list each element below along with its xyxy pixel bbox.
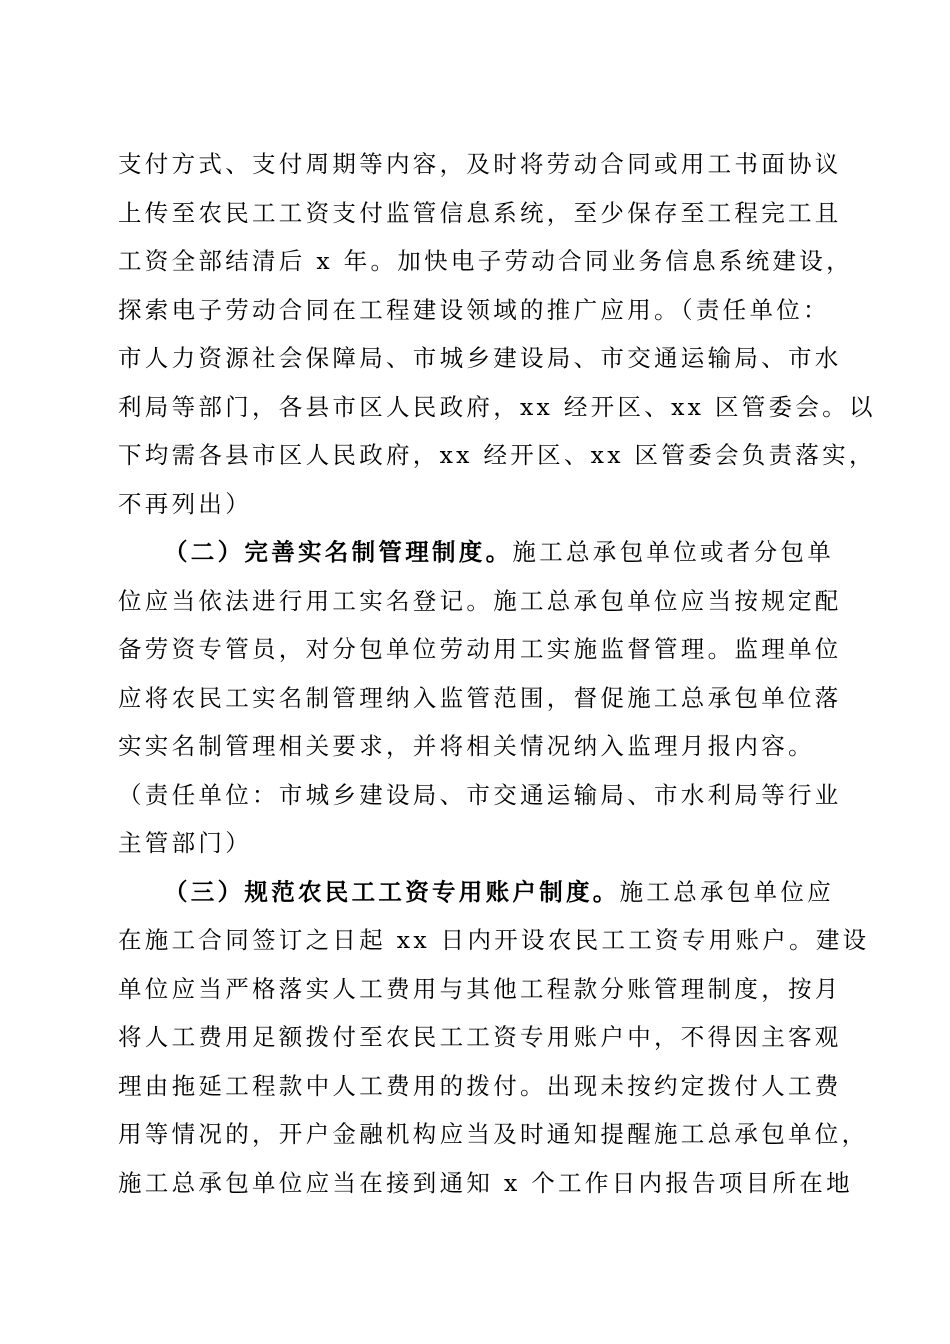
text-line: 上传至农民工工资支付监管信息系统，至少保存至工程完工且: [118, 198, 842, 227]
text-line: 主管部门）: [118, 829, 252, 857]
section-heading: （二）完善实名制管理制度。: [164, 538, 513, 566]
paragraph-real-name-system: [118, 528, 842, 868]
paragraph-wage-account: [118, 868, 870, 1208]
document-body: [118, 140, 876, 1207]
text-line: 探索电子劳动合同在工程建设领域的推广应用。（责任单位：: [118, 295, 830, 324]
text-line: （责任单位：市城乡建设局、市交通运输局、市水利局等行业: [118, 780, 842, 809]
text-line: 单位应当严格落实人工费用与其他工程款分账管理制度，按月: [118, 974, 842, 1003]
section-heading: （三）规范农民工工资专用账户制度。: [164, 877, 620, 906]
text-line: 在施工合同签订之日起 xx 日内开设农民工工资专用账户。建设: [118, 926, 870, 954]
text-line: 施工总承包单位应当在接到通知 x 个工作日内报告项目所在地: [118, 1168, 853, 1197]
text-line: 位应当依法进行用工实名登记。施工总承包单位应当按规定配: [118, 586, 842, 615]
text-line: 市人力资源社会保障局、市城乡建设局、市交通运输局、市水: [118, 344, 842, 372]
text-segment: 施工总承包单位或者分包单: [512, 538, 835, 566]
text-line: [118, 868, 835, 917]
text-line: 理由拖延工程款中人工费用的拨付。出现未按约定拨付人工费: [118, 1071, 842, 1100]
text-segment: 施工总承包单位应: [619, 877, 835, 906]
text-line: [118, 528, 835, 577]
text-line: 下均需各县市区人民政府，xx 经开区、xx 区管委会负责落实，: [118, 441, 876, 469]
text-line: 将人工费用足额拨付至农民工工资专用账户中，不得因主客观: [118, 1023, 842, 1051]
paragraph-contract-upload: [118, 140, 876, 528]
text-line: 用等情况的，开户金融机构应当及时通知提醒施工总承包单位，: [118, 1120, 869, 1148]
text-line: 备劳资专管员，对分包单位劳动用工实施监督管理。监理单位: [118, 635, 842, 663]
text-line: 应将农民工实名制管理纳入监管范围，督促施工总承包单位落: [118, 683, 842, 712]
text-line: 实实名制管理相关要求，并将相关情况纳入监理月报内容。: [118, 732, 815, 760]
text-line: 工资全部结清后 x 年。加快电子劳动合同业务信息系统建设，: [118, 247, 853, 275]
text-line: 不再列出）: [118, 489, 252, 518]
text-line: 支付方式、支付周期等内容，及时将劳动合同或用工书面协议: [118, 150, 842, 178]
text-line: 利局等部门，各县市区人民政府，xx 经开区、xx 区管委会。以: [118, 392, 876, 421]
